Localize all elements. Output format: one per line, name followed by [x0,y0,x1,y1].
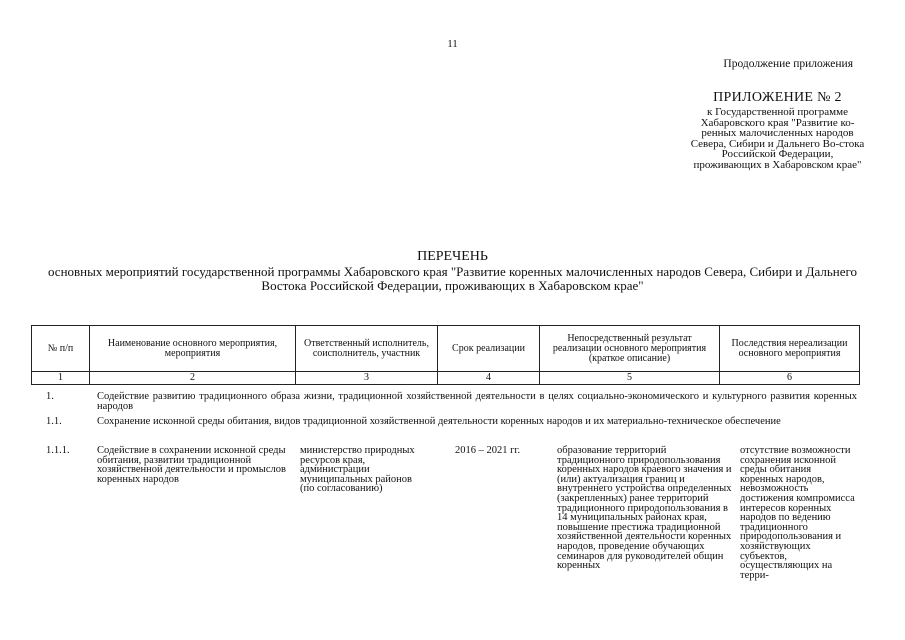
row-number: 1.1.1. [46,445,70,456]
header-number: № п/п [32,326,90,372]
measure-consequence: отсутствие возможности сохранения исконной среды обитания коренных народов, невозможность достижения компромисса интересов коренных народов по ведению традиционного природопользования и хозяйствующих субъектов, осуществляющих на терри- [740,445,855,581]
measure-executor: министерство природных ресурсов края, администрации муниципальных районов (по согласованию) [300,445,415,495]
column-number: 2 [90,372,296,385]
table-header-row [32,326,860,372]
column-number-row [32,372,860,385]
continuation-note: Продолжение приложения [723,58,853,70]
row-number: 1.1. [46,416,62,427]
header-consequence: Последствия нереализации основного мероприятия [720,326,860,372]
page-number: 11 [447,38,458,50]
document-heading [20,249,885,292]
measure-term: 2016 – 2021 гг. [455,445,521,456]
column-number: 3 [296,372,438,385]
heading-title: ПЕРЕЧЕНЬ [417,249,488,264]
measure-name: Содействие в сохранении исконной среды обитания, развитии традиционной хозяйственной деятельности и промыслов коренных народов [97,445,286,485]
heading-subtitle: основных мероприятий государственной программы Хабаровского края "Развитие коренных малочисленных народов Севера, Сибири и Дальнего Востока Российской Федерации, проживающих в Хабаровском крае" [47,264,858,293]
appendix-description: к Государственной программе Хабаровского края "Развитие ко-ренных малочисленных народов Севера, Сибири и Дальнего Во-стока Российской Федерации, проживающих в Хабаровском крае" [690,106,865,171]
header-executor: Ответственный исполнитель, соисполнитель, участник [296,326,438,372]
measures-table [31,325,860,385]
header-measure-name: Наименование основного мероприятия, мероприятия [90,326,296,372]
column-number: 5 [540,372,720,385]
column-number: 1 [32,372,90,385]
column-number: 4 [438,372,540,385]
appendix-block [655,90,900,171]
appendix-title: ПРИЛОЖЕНИЕ № 2 [713,90,842,105]
column-number: 6 [720,372,860,385]
measure-result: образование территорий традиционного природопользования коренных народов краевого значения и (или) актуализация границ и внутреннего устройства определенных (закрепленных) ранее территорий традиционного природопользования в 14 муниципальных районах края, повышение престижа традиционной хозяйственной деятельности коренных народов, проведение обучающих семинаров для руководителей общин коренных [557,445,732,572]
row-text: Содействие развитию традиционного образа жизни, традиционной хозяйственной деятельности в целях социально-экономического и культурного развития коренных народов [97,391,857,412]
header-result: Непосредственный результат реализации основного мероприятия (краткое описание) [540,326,720,372]
header-term: Срок реализации [438,326,540,372]
row-text: Сохранение исконной среды обитания, видов традиционной хозяйственной деятельности коренных народов и их материально-техническое обеспечение [97,416,781,427]
row-number: 1. [46,391,54,402]
